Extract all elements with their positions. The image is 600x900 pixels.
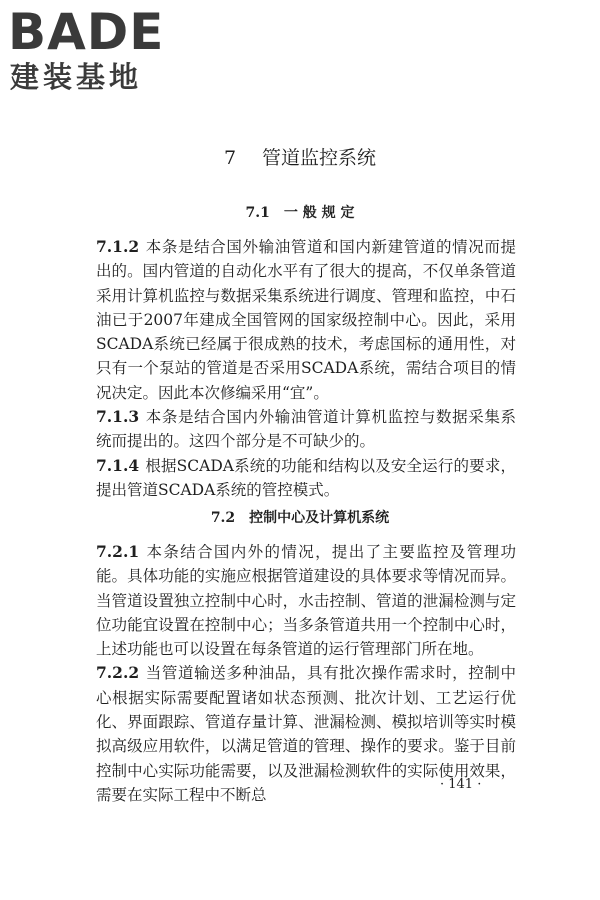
section-number: 7.2 [210,510,236,526]
clause-text: 当管道输送多种油品，具有批次操作需求时，控制中心根据实际需要配置诸如状态预测、批次计划、工艺运行优化、界面跟踪、管道存量计算、泄漏检测、模拟培训等实时模拟高级应用软件，以满足管道的管理、操作的要求。鉴于目前控制中心实际功能需要，以及泄漏检测软件的实际使用效果，需要在实际工程中不断总 [96,664,516,804]
clause-number: 7.2.1 [96,542,140,561]
clause-number: 7.1.3 [96,407,140,427]
chapter-number: 7 [223,147,237,169]
section-title: 一 般 规 定 [283,205,355,221]
chapter-heading [0,145,600,171]
clause-text: 本条结合国内外的情况，提出了主要监控及管理功能。具体功能的实施应根据管道建设的具体要求等情况而异。当管道设置独立控制中心时，水击控制、管道的泄漏检测与定位功能宜设置在控制中心；当多条管道共用一个控制中心时，上述功能也可以设置在每条管道的运行管理部门所在地。 [96,543,516,659]
page-number: · 141 · [440,777,482,792]
clause-paragraph [96,454,516,503]
logo [8,4,164,94]
chapter-title: 管道监控系统 [262,147,377,169]
section-title: 控制中心及计算机系统 [249,510,390,526]
clause-number: 7.2.2 [96,663,140,683]
section-heading [0,203,600,223]
clause-text: 本条是结合国内外输油管道计算机监控与数据采集系统而提出的。这四个部分是不可缺少的。 [96,408,516,451]
logo-subtitle: 建装基地 [10,60,143,94]
section-number: 7.1 [245,205,270,221]
section-body [96,540,516,807]
clause-paragraph [96,540,516,661]
logo-mark: BADE [8,3,165,61]
clause-text: 本条是结合国外输油管道和国内新建管道的情况而提出的。国内管道的自动化水平有了很大的提高，不仅单条管道采用计算机监控与数据采集系统进行调度、管理和监控，中石油已于2007年建成全国管网的国家级控制中心。因此，采用SCADA系统已经属于很成熟的技术，考虑国标的通用性，对只有一个泵站的管道是否采用SCADA系统，需结合项目的情况决定。因此本次修编采用“宜”。 [96,238,516,402]
clause-text: 根据SCADA系统的功能和结构以及安全运行的要求，提出管道SCADA系统的管控模式。 [96,456,516,499]
section-heading [0,508,600,528]
section-body [96,235,516,502]
clause-paragraph [96,235,516,405]
clause-number: 7.1.2 [96,237,140,256]
clause-number: 7.1.4 [96,455,140,475]
clause-paragraph [96,405,516,454]
